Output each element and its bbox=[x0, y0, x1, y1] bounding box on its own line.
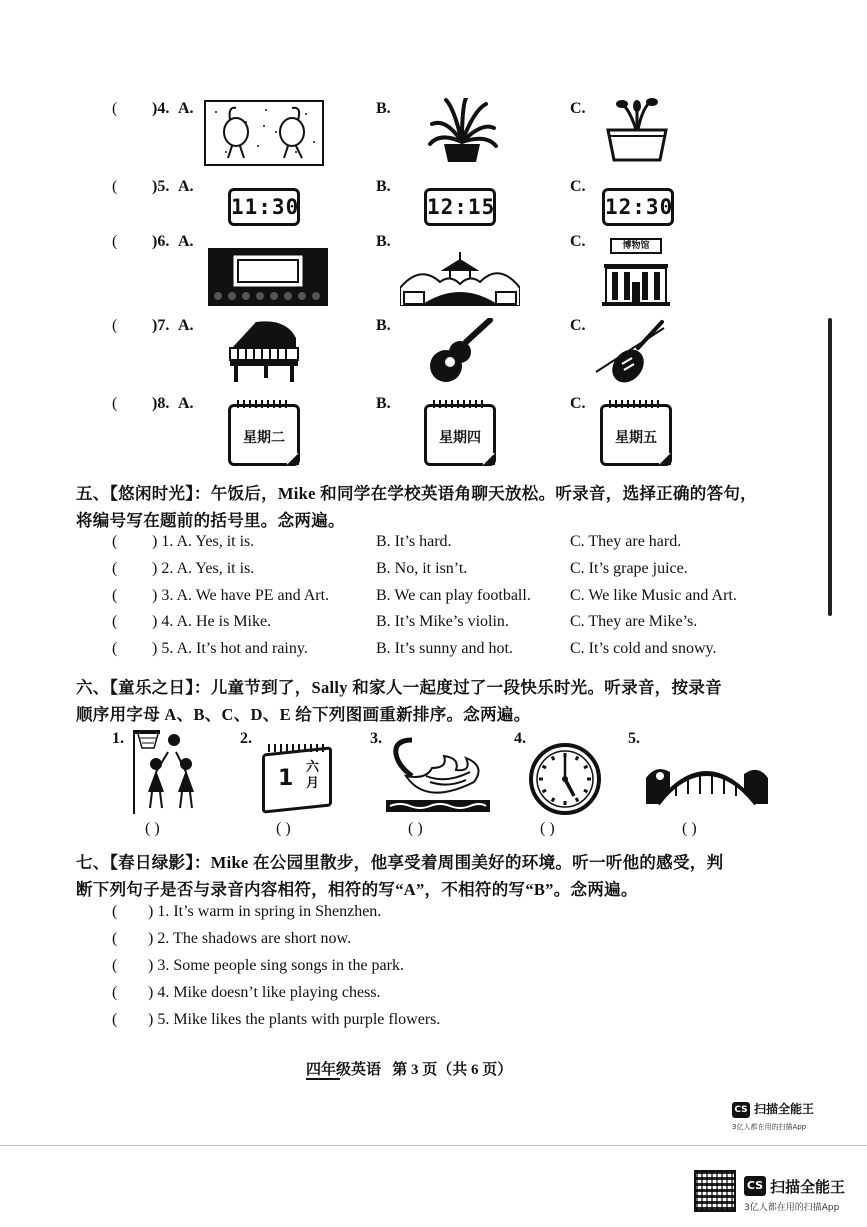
scanner-logo-icon: CS bbox=[744, 1176, 766, 1196]
potted-plant-icon[interactable] bbox=[426, 98, 498, 166]
cinema-icon[interactable] bbox=[208, 248, 328, 306]
option-c: C. It’s grape juice. bbox=[570, 560, 688, 577]
question-number: )7. bbox=[152, 317, 170, 334]
clock-time: 11:30 bbox=[231, 195, 300, 219]
clock-time: 12:15 bbox=[427, 195, 496, 219]
museum-picture[interactable] bbox=[602, 238, 670, 306]
calendar-weekday: 星期四 bbox=[439, 430, 481, 446]
option-c-label: C. bbox=[570, 100, 586, 117]
option-c-label: C. bbox=[570, 395, 586, 412]
option-b-label: B. bbox=[376, 100, 391, 117]
option-b: B. No, it isn’t. bbox=[376, 560, 468, 577]
section-7-instruction-line2: 断下列句子是否与录音内容相符，相符的写“A”，不相符的写“B”。念两遍。 bbox=[76, 880, 638, 899]
section-6-instruction-line2: 顺序用字母 A、B、C、D、E 给下列图画重新排序。念两遍。 bbox=[76, 705, 531, 724]
answer-paren[interactable]: ( bbox=[112, 640, 118, 657]
option-b-label: B. bbox=[376, 178, 391, 195]
question-option-a: ) 1. A. Yes, it is. bbox=[152, 533, 255, 550]
birds-icon bbox=[206, 102, 322, 164]
question-option-a: ) 5. A. It’s hot and rainy. bbox=[152, 640, 308, 657]
question-number: )4. bbox=[152, 100, 170, 117]
answer-paren[interactable]: ( bbox=[112, 560, 118, 577]
watermark-slogan: 3亿人都在用的扫描App bbox=[744, 1203, 840, 1213]
option-a-label: A. bbox=[178, 395, 194, 412]
answer-paren[interactable]: ( bbox=[112, 233, 118, 250]
option-c: C. We like Music and Art. bbox=[570, 587, 737, 604]
statement: ) 4. Mike doesn’t like playing chess. bbox=[148, 984, 381, 1001]
scanner-logo-icon: CS bbox=[732, 1102, 750, 1118]
watermark-slogan: 3亿人都在用的扫描App bbox=[732, 1123, 807, 1131]
option-c-label: C. bbox=[570, 233, 586, 250]
clock-time: 12:30 bbox=[605, 195, 674, 219]
option-b: B. It’s hard. bbox=[376, 533, 452, 550]
option-c: C. They are hard. bbox=[570, 533, 682, 550]
calendar-weekday: 星期二 bbox=[243, 430, 285, 446]
calendar-tuesday[interactable] bbox=[228, 404, 300, 466]
option-b-label: B. bbox=[376, 233, 391, 250]
scrollbar-thumb[interactable] bbox=[828, 318, 832, 616]
answer-paren[interactable]: ( bbox=[112, 903, 118, 920]
section-6-instruction-line1: 六、【童乐之日】：儿童节到了，Sally 和家人一起度过了一段快乐时光。听录音，按录音 bbox=[76, 678, 722, 697]
option-a-label: A. bbox=[178, 100, 194, 117]
digital-clock-a[interactable] bbox=[228, 188, 300, 226]
option-c-label: C. bbox=[570, 178, 586, 195]
calendar-rings bbox=[609, 400, 663, 408]
answer-paren[interactable]: ( bbox=[112, 1011, 118, 1028]
question-option-a: ) 3. A. We have PE and Art. bbox=[152, 587, 330, 604]
museum-sign: 博物馆 bbox=[610, 238, 662, 254]
option-c: C. It’s cold and snowy. bbox=[570, 640, 717, 657]
bridge-park-icon[interactable] bbox=[646, 748, 768, 808]
flower-pot-icon[interactable] bbox=[602, 96, 672, 166]
picture-number: 3. bbox=[370, 730, 382, 747]
page-footer: 四年级英语 第 3 页（共 6 页） bbox=[306, 1062, 513, 1078]
picture-number: 1. bbox=[112, 730, 124, 747]
answer-paren[interactable]: ( bbox=[112, 533, 118, 550]
option-b: B. It’s sunny and hot. bbox=[376, 640, 513, 657]
answer-paren[interactable]: ( bbox=[112, 317, 118, 334]
page-curl bbox=[659, 453, 671, 465]
swan-icon[interactable] bbox=[386, 736, 490, 812]
calendar-friday[interactable] bbox=[600, 404, 672, 466]
page-curl bbox=[483, 453, 495, 465]
statement: ) 1. It’s warm in spring in Shenzhen. bbox=[148, 903, 382, 920]
section-7-instruction-line1: 七、【春日绿影】：Mike 在公园里散步，他享受着周围美好的环境。听一听他的感受，判 bbox=[76, 853, 724, 872]
option-b-label: B. bbox=[376, 395, 391, 412]
option-b: B. We can play football. bbox=[376, 587, 531, 604]
order-blank[interactable]: ( ) bbox=[276, 820, 291, 837]
question-number: )6. bbox=[152, 233, 170, 250]
digital-clock-c[interactable] bbox=[602, 188, 674, 226]
page-divider bbox=[0, 1145, 867, 1146]
calendar-rings bbox=[237, 400, 291, 408]
statement: ) 2. The shadows are short now. bbox=[148, 930, 352, 947]
answer-paren[interactable]: ( bbox=[112, 613, 118, 630]
guitar-icon[interactable] bbox=[424, 318, 496, 386]
option-b: B. It’s Mike’s violin. bbox=[376, 613, 509, 630]
order-blank[interactable]: ( ) bbox=[540, 820, 555, 837]
calendar-thursday[interactable] bbox=[424, 404, 496, 466]
statement: ) 3. Some people sing songs in the park. bbox=[148, 957, 404, 974]
answer-paren[interactable]: ( bbox=[112, 957, 118, 974]
picture-number: 2. bbox=[240, 730, 252, 747]
statement: ) 5. Mike likes the plants with purple flowers. bbox=[148, 1011, 441, 1028]
girls-basketball-icon[interactable] bbox=[130, 728, 210, 814]
order-blank[interactable]: ( ) bbox=[145, 820, 160, 837]
digital-clock-b[interactable] bbox=[424, 188, 496, 226]
picture-number: 5. bbox=[628, 730, 640, 747]
watermark-brand: 扫描全能王 bbox=[754, 1102, 815, 1116]
option-b-label: B. bbox=[376, 317, 391, 334]
answer-paren[interactable]: ( bbox=[112, 587, 118, 604]
qr-code-icon bbox=[694, 1170, 736, 1212]
answer-paren[interactable]: ( bbox=[112, 100, 118, 117]
calendar-weekday: 星期五 bbox=[615, 430, 657, 446]
piano-icon[interactable] bbox=[226, 318, 302, 384]
calendar-page bbox=[262, 746, 332, 813]
calendar-rings bbox=[268, 744, 326, 752]
answer-paren[interactable]: ( bbox=[112, 178, 118, 195]
museum-building-icon bbox=[602, 252, 670, 306]
option-a-label: A. bbox=[178, 178, 194, 195]
calendar-month: 六月 bbox=[306, 760, 320, 791]
order-blank[interactable]: ( ) bbox=[408, 820, 423, 837]
violin-icon[interactable] bbox=[594, 318, 674, 388]
birds-on-ground-picture[interactable] bbox=[204, 100, 324, 166]
section-5-instruction-line2: 将编号写在题前的括号里。念两遍。 bbox=[76, 511, 345, 530]
picture-number: 4. bbox=[514, 730, 526, 747]
page-curl bbox=[287, 453, 299, 465]
calendar-rings bbox=[433, 400, 487, 408]
park-pavilion-icon[interactable] bbox=[400, 248, 520, 306]
answer-paren[interactable]: ( bbox=[112, 395, 118, 412]
calendar-june-first-picture[interactable] bbox=[262, 744, 332, 810]
footer-underline bbox=[306, 1078, 340, 1080]
section-5-instruction-line1: 五、【悠闲时光】：午饭后，Mike 和同学在学校英语角聊天放松。听录音，选择正确的答句， bbox=[76, 484, 757, 503]
watermark-brand: 扫描全能王 bbox=[770, 1178, 846, 1196]
question-option-a: ) 2. A. Yes, it is. bbox=[152, 560, 255, 577]
option-a-label: A. bbox=[178, 233, 194, 250]
question-option-a: ) 4. A. He is Mike. bbox=[152, 613, 272, 630]
question-number: )8. bbox=[152, 395, 170, 412]
question-number: )5. bbox=[152, 178, 170, 195]
option-c-label: C. bbox=[570, 317, 586, 334]
option-a-label: A. bbox=[178, 317, 194, 334]
analog-clock-icon[interactable] bbox=[528, 742, 602, 816]
option-c: C. They are Mike’s. bbox=[570, 613, 698, 630]
answer-paren[interactable]: ( bbox=[112, 984, 118, 1001]
order-blank[interactable]: ( ) bbox=[682, 820, 697, 837]
calendar-day-number: 1 bbox=[278, 766, 294, 791]
answer-paren[interactable]: ( bbox=[112, 930, 118, 947]
